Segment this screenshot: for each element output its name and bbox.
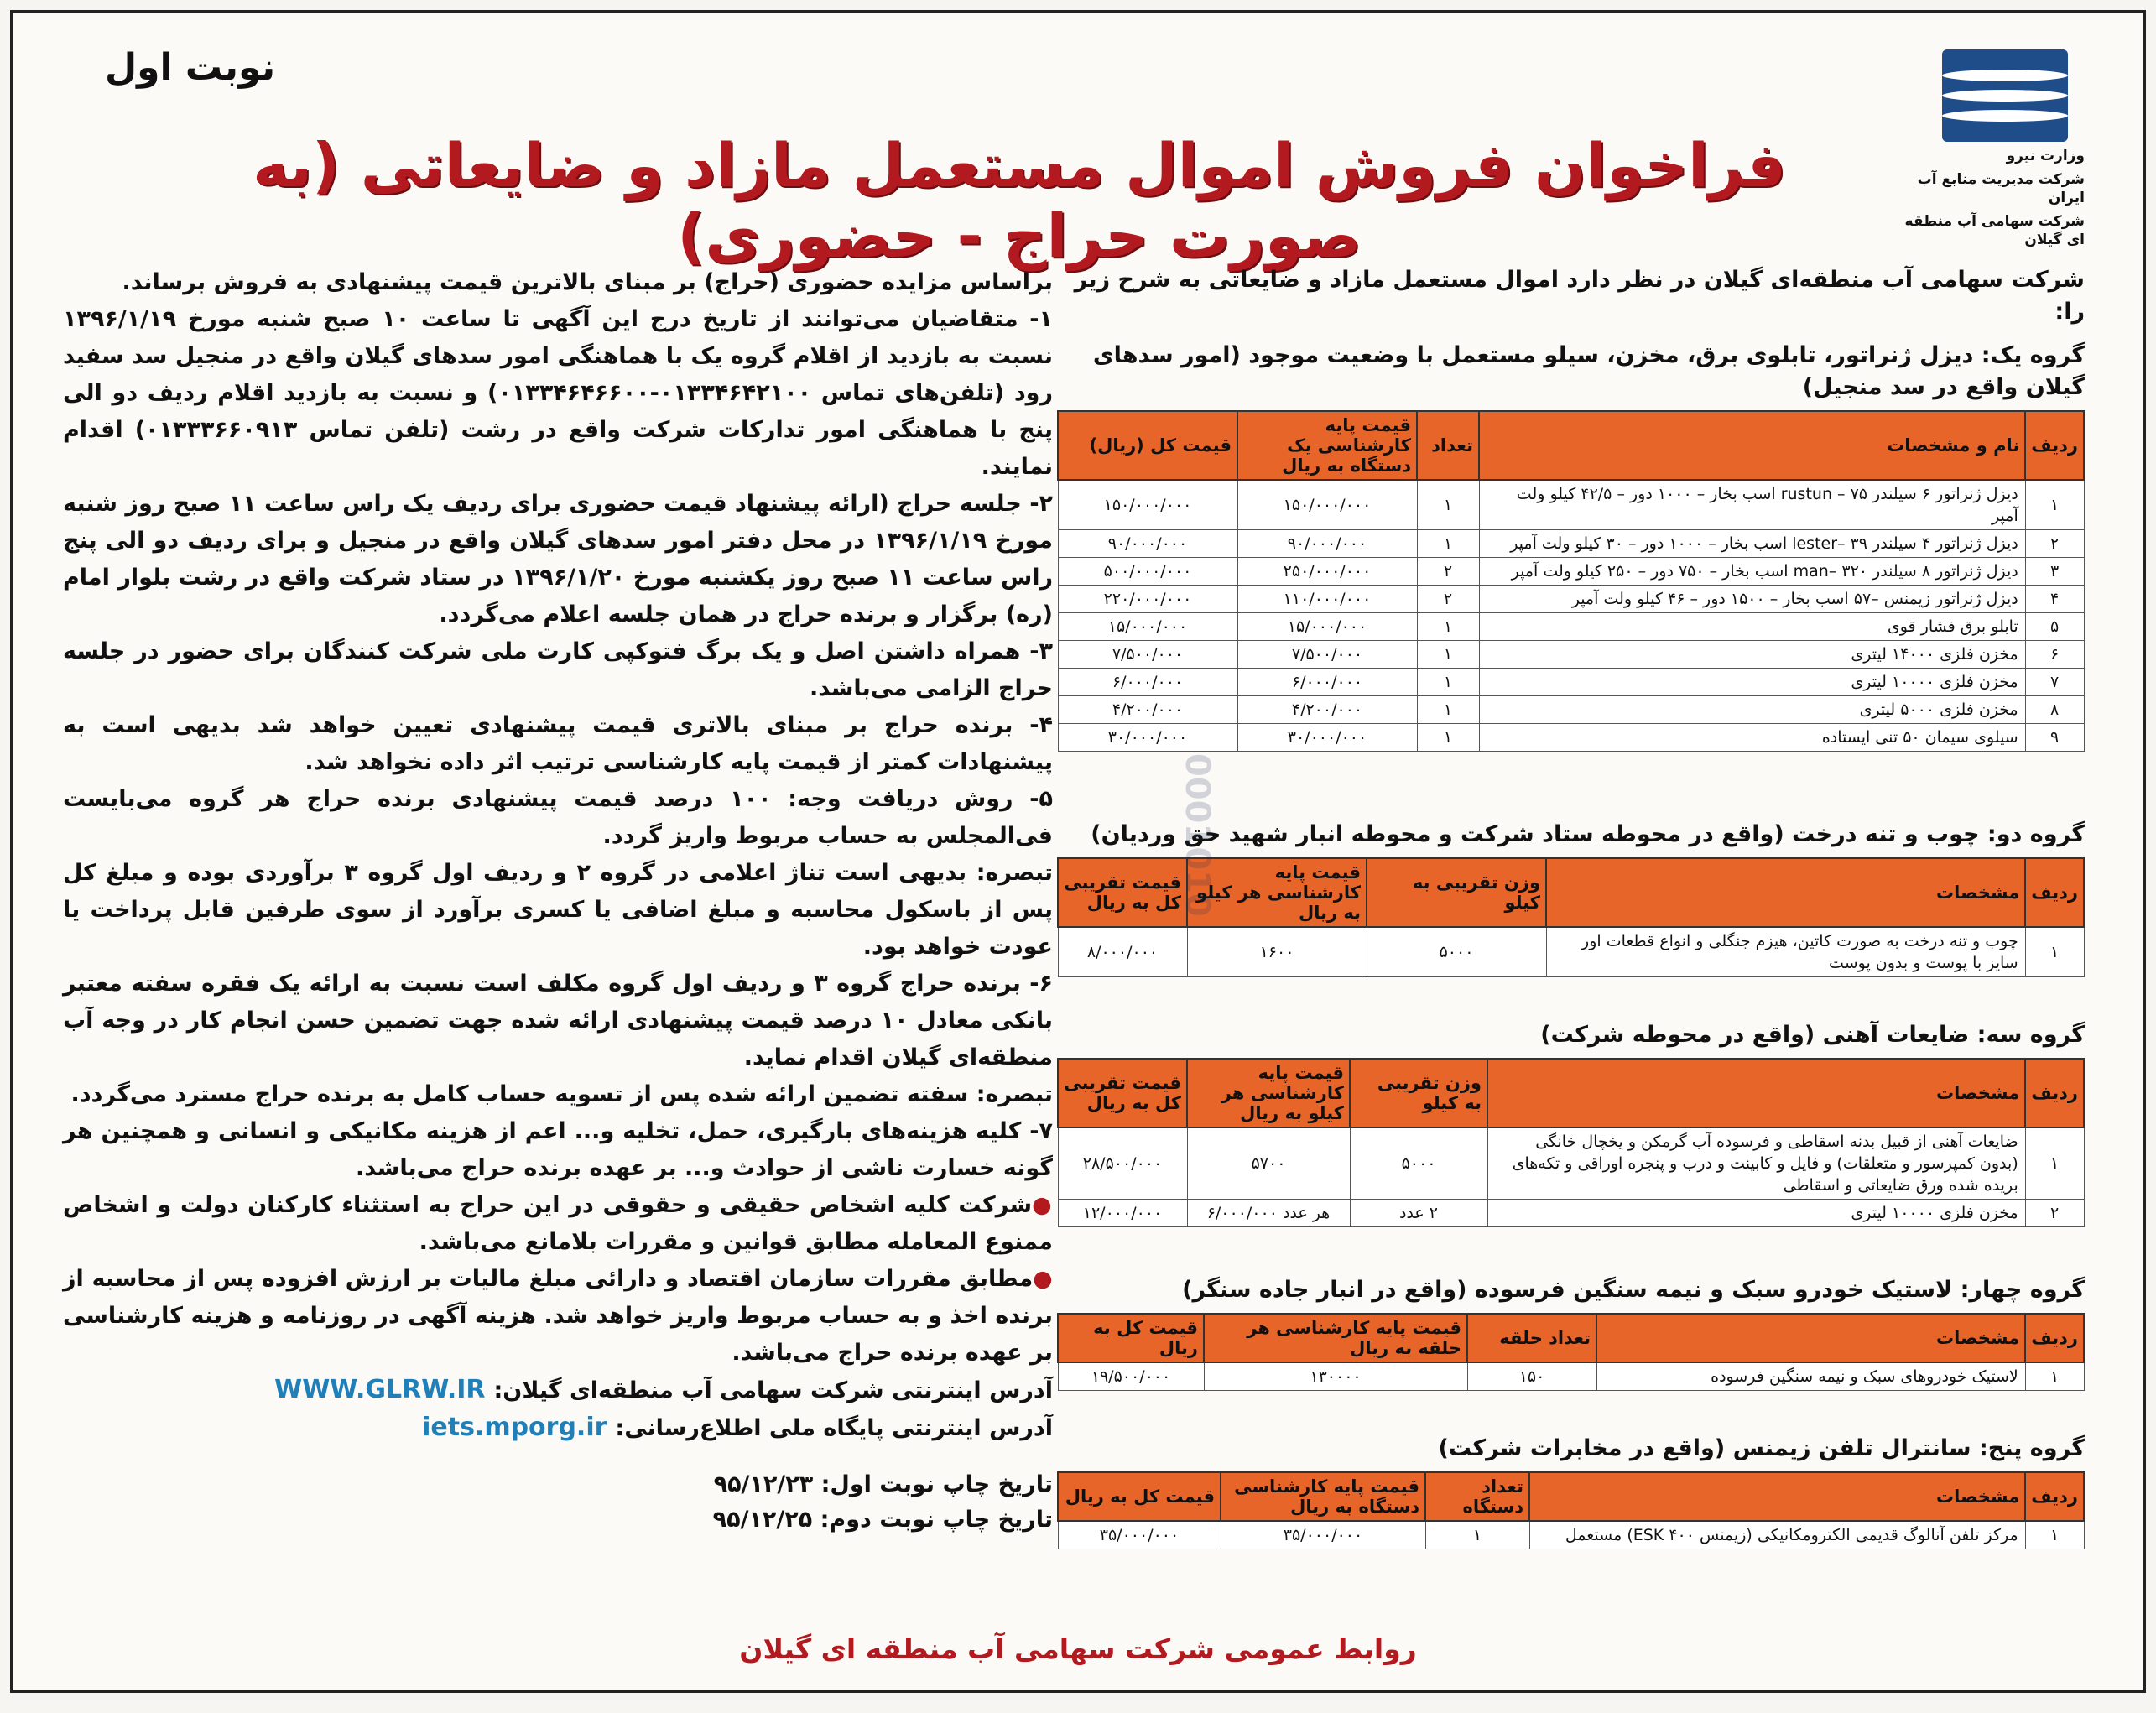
term-paragraph: ۵- روش دریافت وجه: ۱۰۰ درصد قیمت پیشنهادی برنده حراج هر گروه می‌بایست فی‌المجلس به حساب مربوط واریز گردد. bbox=[63, 786, 1053, 849]
table-cell: ۹۰/۰۰۰/۰۰۰ bbox=[1237, 530, 1417, 558]
term-note: تبصره: بدیهی است تناژ اعلامی در گروه ۲ و ردیف اول گروه ۳ برآوردی بوده و مبلغ کل پس از باسکول محاسبه و مبلغ اضافی یا کسری برآورد از سوی طرفین قابل پرداخت یا عودت خواهد بود. bbox=[63, 860, 1053, 960]
print-dates bbox=[63, 1467, 1053, 1538]
col-header: ردیف bbox=[2025, 1472, 2084, 1521]
bullet-icon: ● bbox=[1033, 1266, 1053, 1292]
print-date-second: تاریخ چاپ نوبت دوم: ۹۵/۱۲/۲۵ bbox=[712, 1507, 1053, 1533]
table-cell: ۱۵/۰۰۰/۰۰۰ bbox=[1058, 613, 1237, 641]
table-cell: ۴/۲۰۰/۰۰۰ bbox=[1237, 696, 1417, 724]
col-header: قیمت کل (ریال) bbox=[1058, 411, 1237, 480]
table-cell: تابلو برق فشار قوی bbox=[1479, 613, 2025, 641]
col-header: ردیف bbox=[2025, 858, 2084, 927]
term-paragraph: ۶- برنده حراج گروه ۳ و ردیف اول گروه مکلف است نسبت به ارائه یک فقره سفته معتبر بانکی معادل ۱۰ درصد قیمت پیشنهادی ارائه شده جهت تضمین حسن انجام کار در وجه آب منطقه‌ای گیلان اقدام نماید. bbox=[63, 971, 1053, 1070]
table-cell: دیزل ژنراتور ۸ سیلندر man– ۳۲۰ اسب بخار – ۷۵۰ دور – ۲۵۰ کیلو ولت آمپر bbox=[1479, 558, 2025, 586]
table-cell: مخزن فلزی ۵۰۰۰ لیتری bbox=[1479, 696, 2025, 724]
table-cell: مخزن فلزی ۱۰۰۰۰ لیتری bbox=[1479, 669, 2025, 696]
table-cell: ضایعات آهنی از قبیل بدنه اسقاطی و فرسوده آب گرمکن و یخچال خانگی (بدون کمپرسور و متعلقات) و فایل و کابینت و درب و پنجره اوراقی و تکه‌های بریده شده ورق ضایعاتی و اسقاطی bbox=[1487, 1127, 2025, 1200]
table-cell: ۱ bbox=[1417, 641, 1479, 669]
group2-title: گروه دو: چوب و تنه درخت (واقع در محوطه ستاد شرکت و محوطه انبار شهید حق وردیان) bbox=[1091, 821, 2085, 847]
table-cell: ۲۵۰/۰۰۰/۰۰۰ bbox=[1237, 558, 1417, 586]
table-cell: لاستیک خودروهای سبک و نیمه سنگین فرسوده bbox=[1596, 1362, 2025, 1391]
col-header: ردیف bbox=[2025, 411, 2084, 480]
table-cell: ۱۵۰ bbox=[1467, 1362, 1596, 1391]
table-cell: ۴ bbox=[2025, 586, 2084, 613]
table-header-row bbox=[1058, 1472, 2084, 1521]
table-row bbox=[1058, 530, 2084, 558]
col-header: وزن تقریبی به کیلو bbox=[1350, 1059, 1487, 1127]
col-header: قیمت کل به ریال bbox=[1058, 1314, 1204, 1362]
table-cell: مخزن فلزی ۱۰۰۰۰ لیتری bbox=[1487, 1200, 2025, 1227]
table-row bbox=[1058, 696, 2084, 724]
table-row bbox=[1058, 1362, 2084, 1391]
term-note: تبصره: سفته تضمین ارائه شده پس از تسویه حساب کامل به برنده حراج مسترد می‌گردد. bbox=[70, 1081, 1053, 1107]
table-cell: ۱۲/۰۰۰/۰۰۰ bbox=[1058, 1200, 1187, 1227]
col-header: مشخصات bbox=[1596, 1314, 2025, 1362]
table-row bbox=[1058, 1127, 2084, 1200]
table-header-row bbox=[1058, 411, 2084, 480]
table-cell: ۱۵۰/۰۰۰/۰۰۰ bbox=[1237, 480, 1417, 530]
term-paragraph: ۳- همراه داشتن اصل و یک برگ فتوکپی کارت ملی شرکت کنندگان برای حضور در جلسه حراج الزامی می‌باشد. bbox=[63, 638, 1053, 701]
table-cell: ۴/۲۰۰/۰۰۰ bbox=[1058, 696, 1237, 724]
col-header: قیمت پایه کارشناسی دستگاه به ریال bbox=[1221, 1472, 1425, 1521]
watermark-stamp: 0001010 bbox=[1178, 752, 1216, 917]
table-cell: ۱ bbox=[1417, 480, 1479, 530]
table-cell: دیزل ژنراتور زیمنس –۵۷ اسب بخار – ۱۵۰۰ دور – ۴۶ کیلو ولت آمپر bbox=[1479, 586, 2025, 613]
table-cell: ۳۰/۰۰۰/۰۰۰ bbox=[1237, 724, 1417, 752]
table-row bbox=[1058, 1521, 2084, 1549]
company-website-link[interactable]: WWW.GLRW.IR bbox=[274, 1375, 486, 1404]
table-cell: ۷/۵۰۰/۰۰۰ bbox=[1058, 641, 1237, 669]
footer-public-relations: روابط عمومی شرکت سهامی آب منطقه ای گیلان bbox=[739, 1632, 1417, 1665]
website-line bbox=[63, 1372, 1053, 1409]
table-cell: مرکز تلفن آنالوگ قدیمی الکترومکانیکی (زیمنس ۴۰۰ ESK) مستعمل bbox=[1529, 1521, 2025, 1549]
term-paragraph: ۱- متقاضیان می‌توانند از تاریخ درج این آگهی تا ساعت ۱۰ صبح شنبه مورخ ۱۳۹۶/۱/۱۹ نسبت به بازدید از اقلام گروه یک با هماهنگی امور سدهای گیلان واقع در منجیل سد سفید رود (تلفن‌های تماس ۰۱۳۳۴۶۴۲۱۰۰-۰۱۳۳۴۶۴۶۶۰۰) و نسبت به بازدید اقلام ردیف دو الی پنج با هماهنگی امور تدارکات شرکت واقع در رشت (تلفن تماس ۰۱۳۳۳۶۶۰۹۱۳) اقدام نمایند. bbox=[63, 306, 1053, 480]
bullet-text: مطابق مقررات سازمان اقتصاد و دارائی مبلغ مالیات بر ارزش افزوده پس از محاسبه از برنده اخذ و به حساب مربوط واریز خواهد شد. هزینه آگهی در روزنامه و هزینه کارشناسی بر عهده برنده حراج می‌باشد. bbox=[63, 1266, 1053, 1366]
col-header: قیمت کل به ریال bbox=[1058, 1472, 1221, 1521]
col-header: مشخصات bbox=[1529, 1472, 2025, 1521]
table-cell: ۱ bbox=[2025, 1127, 2084, 1200]
col-header: تعداد دستگاه bbox=[1425, 1472, 1529, 1521]
bullet-icon: ● bbox=[1032, 1192, 1054, 1218]
table-row bbox=[1058, 558, 2084, 586]
table-row bbox=[1058, 669, 2084, 696]
col-header: قیمت پایه کارشناسی یک دستگاه به ریال bbox=[1237, 411, 1417, 480]
table-cell: ۵۷۰۰ bbox=[1187, 1127, 1350, 1200]
table-cell: ۳۵/۰۰۰/۰۰۰ bbox=[1058, 1521, 1221, 1549]
group1-title: گروه یک: دیزل ژنراتور، تابلوی برق، مخزن، سیلو مستعمل با وضعیت موجود (امور سدهای گیلان واقع در سد منجیل) bbox=[1092, 342, 2085, 400]
table-cell: ۲۲۰/۰۰۰/۰۰۰ bbox=[1058, 586, 1237, 613]
table-cell: هر عدد ۶/۰۰۰/۰۰۰ bbox=[1187, 1200, 1350, 1227]
table-cell: ۷ bbox=[2025, 669, 2084, 696]
company-logo bbox=[1892, 49, 2085, 249]
advertisement-page bbox=[10, 10, 2146, 1693]
col-header: ردیف bbox=[2025, 1059, 2084, 1127]
table-row bbox=[1058, 641, 2084, 669]
group1-table bbox=[1057, 410, 2085, 752]
col-header: ردیف bbox=[2025, 1314, 2084, 1362]
table-cell: ۱ bbox=[2025, 1521, 2084, 1549]
round-label: نوبت اول bbox=[105, 46, 276, 89]
col-header: قیمت پایه کارشناسی هر حلقه به ریال bbox=[1204, 1314, 1467, 1362]
term-paragraph: ۲- جلسه حراج (ارائه پیشنهاد قیمت حضوری برای ردیف یک راس ساعت ۱۱ صبح روز شنبه مورخ ۱۳۹۶/۱/۱۹ در محل دفتر امور سدهای گیلان واقع در منجیل و برای ردیف دو الی پنج راس ساعت ۱۱ صبح روز یکشنبه مورخ ۱۳۹۶/۱/۲۰ در ستاد شرکت واقع در رشت بلوار امام (ره) برگزار و برنده حراج در همان جلسه اعلام می‌گردد. bbox=[63, 491, 1054, 627]
logo-line-1: وزارت نیرو bbox=[2006, 148, 2085, 164]
table-cell: ۳۰/۰۰۰/۰۰۰ bbox=[1058, 724, 1237, 752]
table-cell: ۵۰۰/۰۰۰/۰۰۰ bbox=[1058, 558, 1237, 586]
bullet-item bbox=[63, 1261, 1053, 1372]
table-cell: چوب و تنه درخت به صورت کاتین، هیزم جنگلی و انواع قطعات اور سایز با پوست و بدون پوست bbox=[1546, 927, 2025, 977]
table-cell: ۲ عدد bbox=[1350, 1200, 1487, 1227]
table-row bbox=[1058, 480, 2084, 530]
col-header: وزن تقریبی به کیلو bbox=[1367, 858, 1546, 927]
terms-column bbox=[63, 264, 1053, 1538]
col-header: تعداد حلقه bbox=[1467, 1314, 1596, 1362]
term-paragraph: براساس مزایده حضوری (حراج) بر مبنای بالاترین قیمت پیشنهادی به فروش برساند. bbox=[122, 269, 1053, 295]
col-header: تعداد bbox=[1417, 411, 1479, 480]
website-label: آدرس اینترنتی پایگاه ملی اطلاع‌رسانی: bbox=[615, 1415, 1053, 1441]
table-cell: ۱ bbox=[2025, 1362, 2084, 1391]
table-cell: ۱ bbox=[2025, 480, 2084, 530]
group4-table bbox=[1057, 1313, 2085, 1391]
group5-title: گروه پنج: سانترال تلفن زیمنس (واقع در مخابرات شرکت) bbox=[1438, 1435, 2085, 1461]
print-date-first: تاریخ چاپ نوبت اول: ۹۵/۱۲/۲۳ bbox=[713, 1471, 1053, 1497]
col-header: قیمت پایه کارشناسی هر کیلو به ریال bbox=[1187, 1059, 1350, 1127]
table-cell: ۹۰/۰۰۰/۰۰۰ bbox=[1058, 530, 1237, 558]
table-cell: ۶ bbox=[2025, 641, 2084, 669]
col-header: قیمت تقریبی کل به ریال bbox=[1058, 858, 1187, 927]
term-paragraph: ۴- برنده حراج بر مبنای بالاتری قیمت پیشنهادی تعیین خواهد شد بدیهی است به پیشنهادات کمتر از قیمت پایه کارشناسی ترتیب اثر داده نخواهد شد. bbox=[63, 712, 1053, 775]
table-cell: ۵ bbox=[2025, 613, 2084, 641]
table-cell: ۷/۵۰۰/۰۰۰ bbox=[1237, 641, 1417, 669]
col-header: نام و مشخصات bbox=[1479, 411, 2025, 480]
table-cell: ۶/۰۰۰/۰۰۰ bbox=[1237, 669, 1417, 696]
table-cell: ۱ bbox=[1425, 1521, 1529, 1549]
table-cell: ۶/۰۰۰/۰۰۰ bbox=[1058, 669, 1237, 696]
col-header: مشخصات bbox=[1487, 1059, 2025, 1127]
table-cell: ۲ bbox=[2025, 530, 2084, 558]
table-row bbox=[1058, 586, 2084, 613]
table-cell: سیلوی سیمان ۵۰ تنی ایستاده bbox=[1479, 724, 2025, 752]
col-header: مشخصات bbox=[1546, 858, 2025, 927]
table-cell: دیزل ژنراتور ۶ سیلندر rustun – ۷۵ اسب بخار – ۱۰۰۰ دور – ۴۲/۵ کیلو ولت آمپر bbox=[1479, 480, 2025, 530]
col-header: قیمت پایه کارشناسی هر کیلو به ریال bbox=[1187, 858, 1367, 927]
bullet-item bbox=[63, 1187, 1053, 1261]
group4-title: گروه چهار: لاستیک خودرو سبک و نیمه سنگین فرسوده (واقع در انبار جاده سنگر) bbox=[1182, 1277, 2085, 1303]
table-cell: ۹ bbox=[2025, 724, 2084, 752]
group5-table bbox=[1057, 1471, 2085, 1549]
table-cell: ۳۵/۰۰۰/۰۰۰ bbox=[1221, 1521, 1425, 1549]
iets-website-link[interactable]: iets.mporg.ir bbox=[422, 1413, 607, 1442]
table-cell: ۱۹/۵۰۰/۰۰۰ bbox=[1058, 1362, 1204, 1391]
table-cell: ۱۵/۰۰۰/۰۰۰ bbox=[1237, 613, 1417, 641]
table-cell: ۱ bbox=[2025, 927, 2084, 977]
table-cell: ۲۸/۵۰۰/۰۰۰ bbox=[1058, 1127, 1187, 1200]
table-cell: ۱۶۰۰ bbox=[1187, 927, 1367, 977]
table-cell: دیزل ژنراتور ۴ سیلندر lester– ۳۹ اسب بخار – ۱۰۰۰ دور – ۳۰ کیلو ولت آمپر bbox=[1479, 530, 2025, 558]
bullet-text: شرکت کلیه اشخاص حقیقی و حقوقی در این حراج به استثناء کارکنان دولت و اشخاص ممنوع المعامله مطابق قوانین و مقررات بلامانع می‌باشد. bbox=[63, 1192, 1053, 1255]
page-title: فراخوان فروش اموال مستعمل مازاد و ضایعاتی (به صورت حراج - حضوری) bbox=[253, 130, 1786, 271]
table-cell: ۵۰۰۰ bbox=[1367, 927, 1546, 977]
table-header-row bbox=[1058, 1314, 2084, 1362]
table-cell: ۵۰۰۰ bbox=[1350, 1127, 1487, 1200]
table-cell: ۸/۰۰۰/۰۰۰ bbox=[1058, 927, 1187, 977]
table-row bbox=[1058, 613, 2084, 641]
website-line bbox=[63, 1409, 1053, 1447]
table-row bbox=[1058, 1200, 2084, 1227]
table-cell: مخزن فلزی ۱۴۰۰۰ لیتری bbox=[1479, 641, 2025, 669]
group3-title: گروه سه: ضایعات آهنی (واقع در محوطه شرکت) bbox=[1540, 1022, 2085, 1048]
table-cell: ۲ bbox=[2025, 1200, 2084, 1227]
table-cell: ۳ bbox=[2025, 558, 2084, 586]
table-cell: ۲ bbox=[1417, 586, 1479, 613]
intro-text: شرکت سهامی آب منطقه‌ای گیلان در نظر دارد اموال مستعمل مازاد و ضایعاتی به شرح زیر را: bbox=[1074, 267, 2085, 325]
table-cell: ۱ bbox=[1417, 613, 1479, 641]
table-cell: ۱ bbox=[1417, 696, 1479, 724]
table-cell: ۱۱۰/۰۰۰/۰۰۰ bbox=[1237, 586, 1417, 613]
col-header: قیمت تقریبی کل به ریال bbox=[1058, 1059, 1187, 1127]
table-cell: ۸ bbox=[2025, 696, 2084, 724]
water-logo-icon bbox=[1942, 49, 2068, 142]
table-cell: ۲ bbox=[1417, 558, 1479, 586]
logo-line-3: شرکت سهامی آب منطقه ای گیلان bbox=[1904, 213, 2085, 248]
table-cell: ۱۳۰۰۰۰ bbox=[1204, 1362, 1467, 1391]
table-cell: ۱ bbox=[1417, 669, 1479, 696]
table-cell: ۱ bbox=[1417, 530, 1479, 558]
website-label: آدرس اینترنتی شرکت سهامی آب منطقه‌ای گیلان: bbox=[493, 1377, 1053, 1403]
group3-table bbox=[1057, 1058, 2085, 1227]
logo-line-2: شرکت مدیریت منابع آب ایران bbox=[1917, 171, 2085, 206]
table-header-row bbox=[1058, 1059, 2084, 1127]
term-paragraph: ۷- کلیه هزینه‌های بارگیری، حمل، تخلیه و... اعم از هزینه مکانیکی و انسانی و همچنین هر گونه خسارت ناشی از حوادث و... بر عهده برنده حراج می‌باشد. bbox=[63, 1118, 1053, 1181]
table-cell: ۱۵۰/۰۰۰/۰۰۰ bbox=[1058, 480, 1237, 530]
table-cell: ۱ bbox=[1417, 724, 1479, 752]
